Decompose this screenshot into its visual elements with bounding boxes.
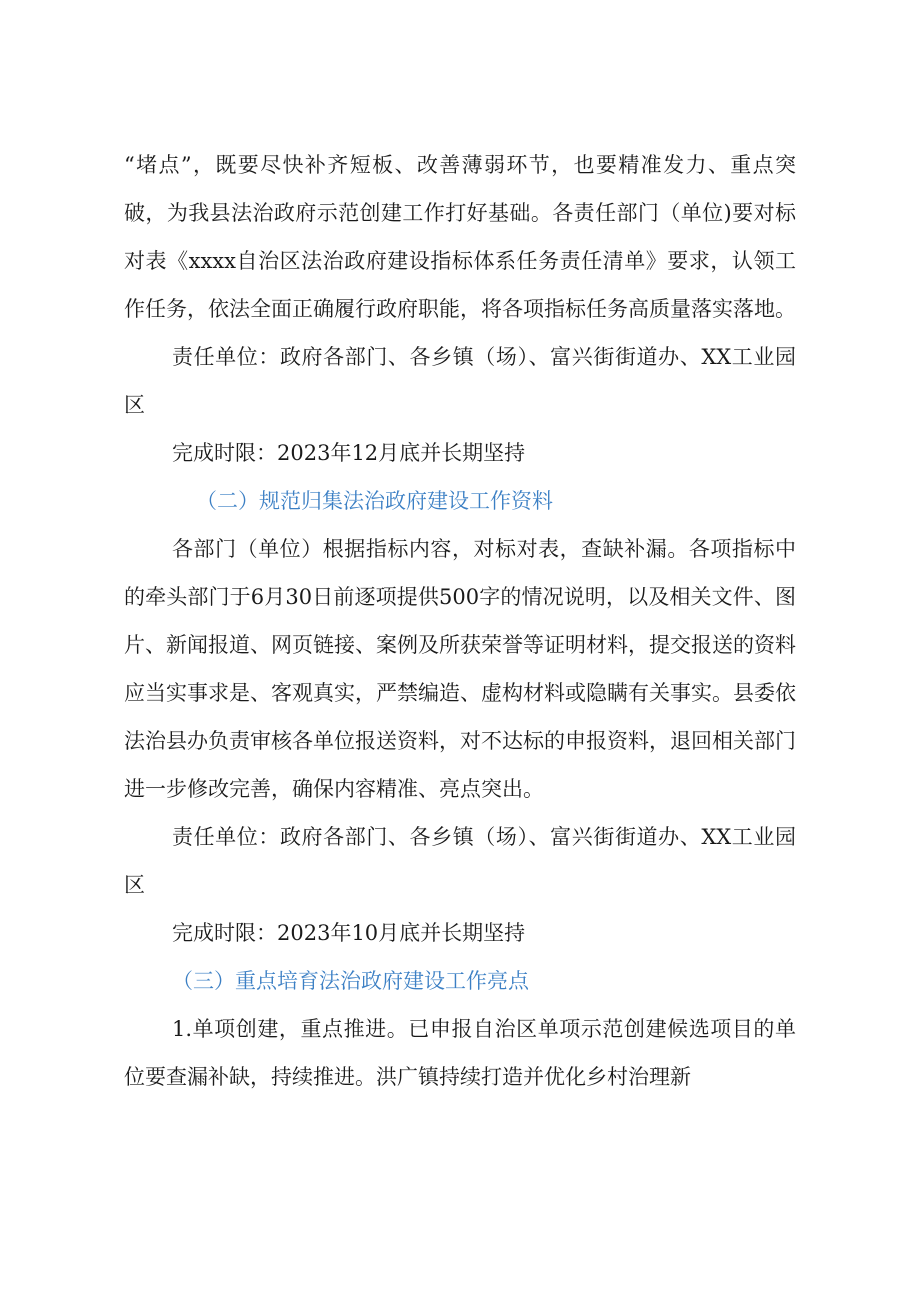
- deadline-1: 完成时限：2023年12月底并长期坚持: [172, 441, 526, 465]
- section-heading-3: （三）重点培育法治政府建设工作亮点: [172, 969, 529, 993]
- document-page: [124, 141, 796, 1101]
- responsible-units-1: 责任单位：政府各部门、各乡镇（场）、富兴街街道办、XX工业园区: [124, 345, 796, 417]
- section-heading-2: （二）规范归集法治政府建设工作资料: [196, 489, 553, 513]
- paragraph-body-1: “堵点”，既要尽快补齐短板、改善薄弱环节，也要精准发力、重点突破，为我县法治政府示范创建工作打好基础。各责任部门（单位)要对标对表《xxxx自治区法治政府建设指标体系任务责任清单》要求，认领工作任务，依法全面正确履行政府职能，将各项指标任务高质量落实落地。: [124, 153, 796, 321]
- deadline-2: 完成时限：2023年10月底并长期坚持: [172, 921, 526, 945]
- paragraph-body-2: 各部门（单位）根据指标内容，对标对表，查缺补漏。各项指标中的牵头部门于6月30日前逐项提供500字的情况说明，以及相关文件、图片、新闻报道、网页链接、案例及所获荣誉等证明材料，提交报送的资料应当实事求是、客观真实，严禁编造、虚构材料或隐瞒有关事实。县委依法治县办负责审核各单位报送资料，对不达标的申报资料，退回相关部门进一步修改完善，确保内容精准、亮点突出。: [124, 537, 796, 801]
- responsible-units-2: 责任单位：政府各部门、各乡镇（场）、富兴街街道办、XX工业园区: [124, 825, 796, 897]
- paragraph-body-3: 1.单项创建，重点推进。已申报自治区单项示范创建候选项目的单位要查漏补缺，持续推进。洪广镇持续打造并优化乡村治理新: [124, 1017, 796, 1089]
